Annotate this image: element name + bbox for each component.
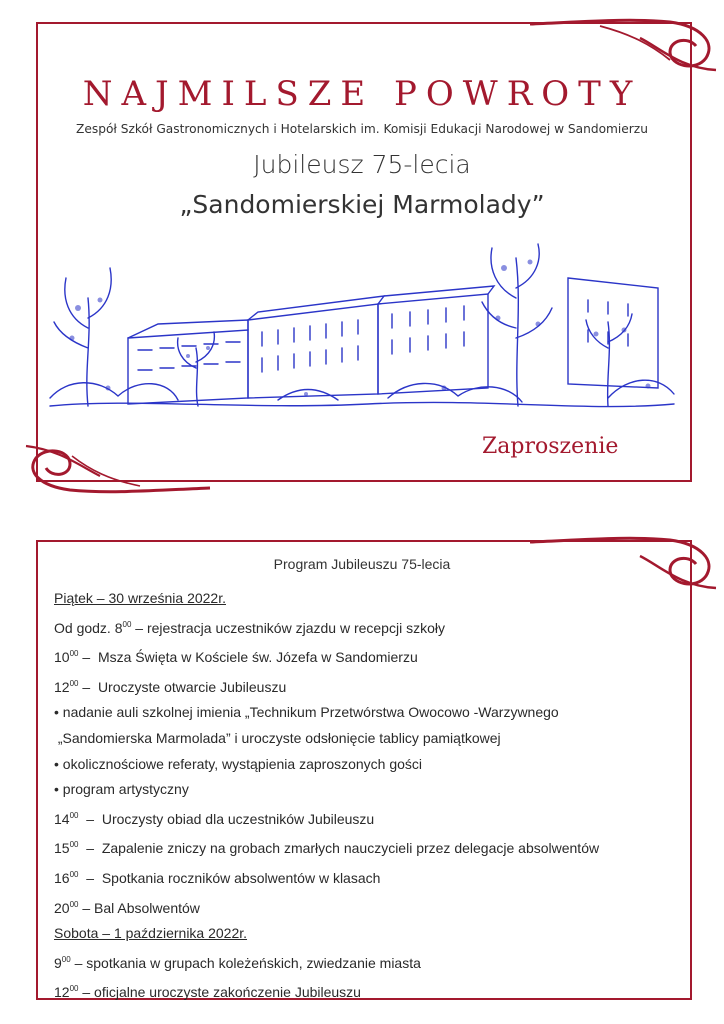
program-item-time-minutes: 00 xyxy=(122,619,132,629)
program-item-time-minutes: 00 xyxy=(69,840,79,850)
program-item-text: – Uroczyste otwarcie Jubileuszu xyxy=(78,678,287,695)
program-item-time-minutes: 00 xyxy=(61,954,71,964)
program-item-text: – Uroczysty obiad dla uczestników Jubileuszu xyxy=(78,810,375,827)
program-item-text: – Msza Święta w Kościele św. Józefa w Sandomierzu xyxy=(78,649,418,666)
program-item-text: • program artystyczny xyxy=(54,781,189,798)
program-item-time: 12 xyxy=(54,678,70,695)
program-item xyxy=(54,726,694,752)
program-item xyxy=(54,832,694,862)
program-day-text: Piątek – 30 września 2022r. xyxy=(54,590,226,606)
program-item xyxy=(54,976,694,1006)
program-day-text: Sobota – 1 października 2022r. xyxy=(54,925,248,942)
program-day-heading xyxy=(54,921,694,947)
main-title: NAJMILSZE POWROTY xyxy=(82,74,642,114)
flourish-bottom-left-ornament xyxy=(20,436,220,506)
program-item xyxy=(54,612,694,642)
invitation-label: Zaproszenie xyxy=(482,434,619,459)
program-item xyxy=(54,641,694,671)
program-item-time: 14 xyxy=(54,810,70,827)
program-item xyxy=(54,700,694,726)
program-day-heading xyxy=(54,586,694,612)
program-item-text: „Sandomierska Marmolada” i uroczyste odsłonięcie tablicy pamiątkowej xyxy=(54,729,501,746)
program-item-time: 15 xyxy=(54,840,70,857)
program-item xyxy=(54,803,694,833)
school-building-illustration xyxy=(48,238,678,418)
school-name: Zespół Szkół Gastronomicznych i Hotelarskich im. Komisji Edukacji Narodowej w Sandomierzu xyxy=(76,122,648,136)
program-item-time: 9 xyxy=(54,954,62,971)
program-item-time: 16 xyxy=(54,869,70,886)
program-item-text: – Bal Absolwentów xyxy=(78,899,200,916)
program-item-time: Od godz. 8 xyxy=(54,619,123,636)
program-item-text: – spotkania w grupach koleżeńskich, zwiedzanie miasta xyxy=(70,954,421,971)
program-item-time-minutes: 00 xyxy=(69,649,79,659)
program-item xyxy=(54,862,694,892)
program-item-text: – oficjalne uroczyste zakończenie Jubileuszu xyxy=(78,984,361,1001)
program-item xyxy=(54,947,694,977)
program-item-time-minutes: 00 xyxy=(69,810,79,820)
program-item-time: 10 xyxy=(54,649,70,666)
program-item-text: – Zapalenie zniczy na grobach zmarłych nauczycieli przez delegacje absolwentów xyxy=(78,840,600,857)
program-item-time-minutes: 00 xyxy=(69,869,79,879)
event-subtitle: „Sandomierskiej Marmolady” xyxy=(179,190,545,219)
program-item-time: 12 xyxy=(54,984,70,1001)
program-item-time-minutes: 00 xyxy=(69,984,79,994)
program-item xyxy=(54,777,694,803)
program-item-text: – Spotkania roczników absolwentów w klasach xyxy=(78,869,381,886)
program-item xyxy=(54,752,694,778)
program-item-text: • nadanie auli szkolnej imienia „Technikum Przetwórstwa Owocowo -Warzywnego xyxy=(54,704,559,721)
program-title: Program Jubileuszu 75-lecia xyxy=(273,556,451,572)
program-list xyxy=(54,586,694,1006)
program-item-text: • okolicznościowe referaty, wystąpienia zaproszonych gości xyxy=(54,755,423,772)
program-item xyxy=(54,892,694,922)
program-item-time-minutes: 00 xyxy=(69,899,79,909)
program-item xyxy=(54,671,694,701)
program-item-time: 20 xyxy=(54,899,70,916)
jubilee-heading: Jubileusz 75-lecia xyxy=(253,150,471,179)
program-item-text: – rejestracja uczestników zjazdu w recepcji szkoły xyxy=(131,619,445,636)
program-item-time-minutes: 00 xyxy=(69,678,79,688)
